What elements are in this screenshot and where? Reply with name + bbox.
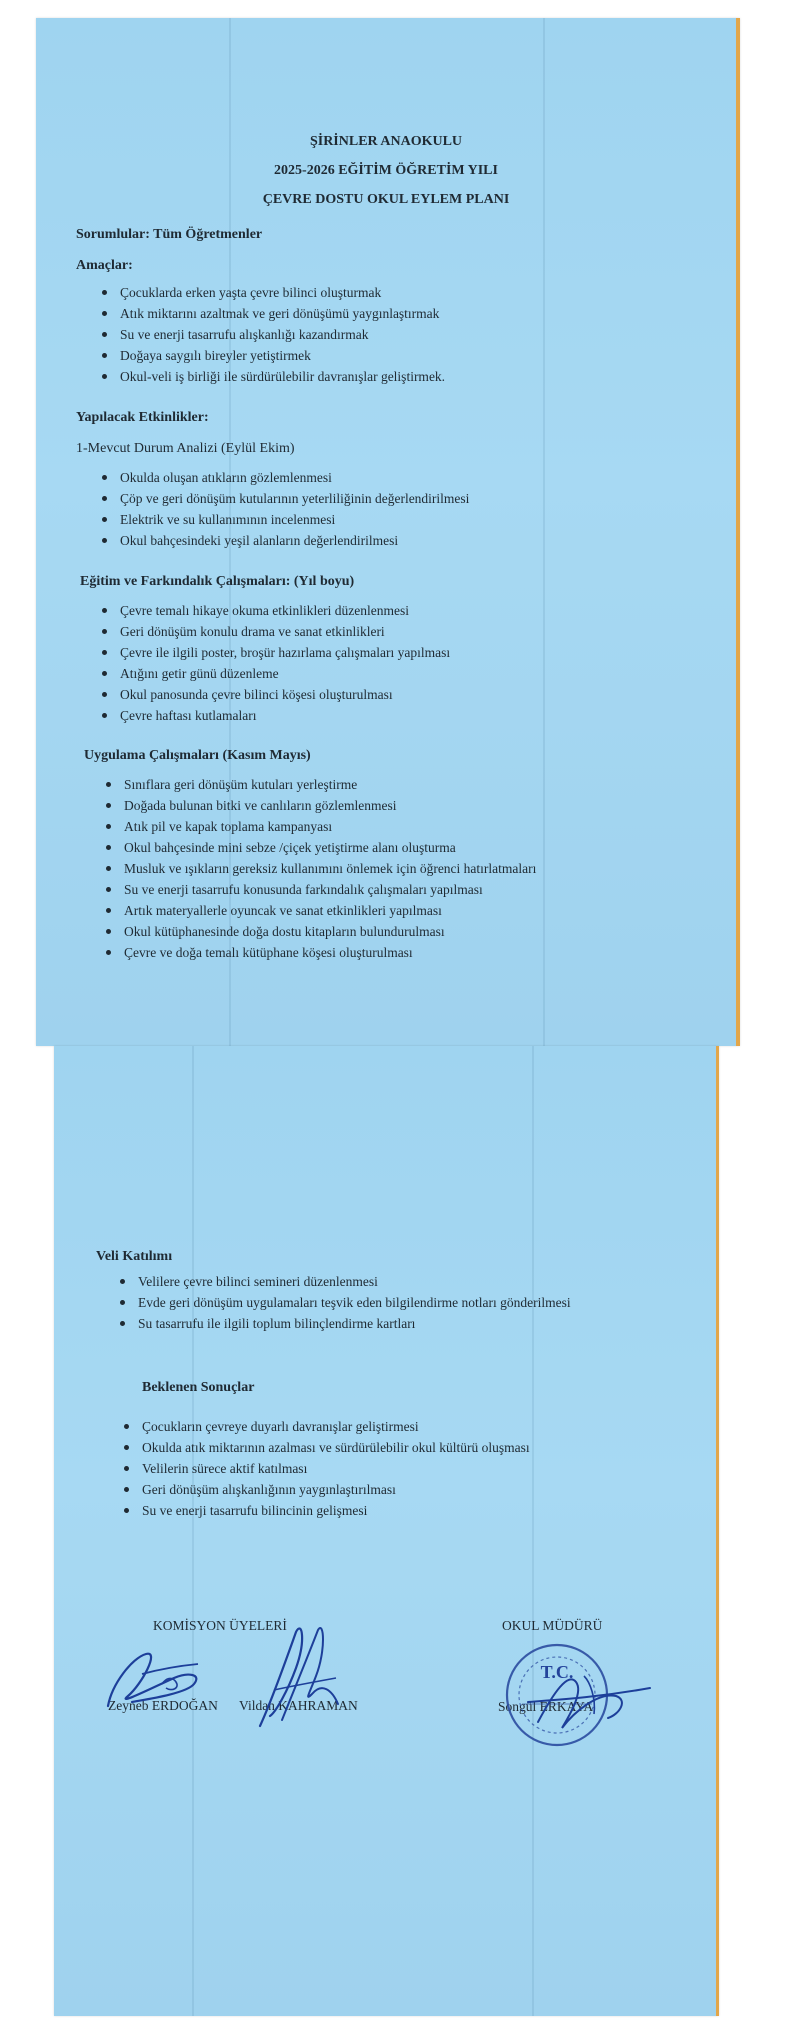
list-item: Çocukların çevreye duyarlı davranışlar geliştirmesi: [122, 1416, 530, 1437]
education-heading: Eğitim ve Farkındalık Çalışmaları: (Yıl boyu): [80, 574, 355, 589]
principal-name: Songül ERKAYA: [498, 1699, 594, 1714]
list-item: Çocuklarda erken yaşta çevre bilinci oluşturmak: [100, 282, 445, 303]
practice-heading: Uygulama Çalışmaları (Kasım Mayıs): [84, 748, 311, 763]
list-item: Musluk ve ışıkların gereksiz kullanımını önlemek için öğrenci hatırlatmaları: [104, 858, 536, 879]
list-item: Geri dönüşüm alışkanlığının yaygınlaştırılması: [122, 1479, 530, 1500]
list-item: Okul bahçesinde mini sebze /çiçek yetiştirme alanı oluşturma: [104, 837, 536, 858]
list-item: Sınıflara geri dönüşüm kutuları yerleştirme: [104, 774, 536, 795]
parents-heading: Veli Katılımı: [96, 1249, 173, 1264]
list-item: Okul panosunda çevre bilinci köşesi oluşturulması: [100, 684, 450, 705]
results-heading: Beklenen Sonuçlar: [142, 1380, 255, 1395]
practice-list: [104, 774, 536, 963]
signature-principal: [524, 1652, 654, 1742]
list-item: Çevre temalı hikaye okuma etkinlikleri düzenlenmesi: [100, 600, 450, 621]
responsible-line: Sorumlular: Tüm Öğretmenler: [76, 227, 263, 242]
list-item: Su ve enerji tasarrufu alışkanlığı kazandırmak: [100, 324, 445, 345]
education-list: [100, 600, 450, 726]
list-item: Okul-veli iş birliği ile sürdürülebilir davranışlar geliştirmek.: [100, 366, 445, 387]
list-item: Atık miktarını azaltmak ve geri dönüşümü yaygınlaştırmak: [100, 303, 445, 324]
member-name: Zeyneb ERDOĞAN: [108, 1698, 218, 1713]
list-item: Su ve enerji tasarrufu konusunda farkındalık çalışmaları yapılması: [104, 879, 536, 900]
results-list: [122, 1416, 530, 1521]
list-item: Okulda oluşan atıkların gözlemlenmesi: [100, 467, 469, 488]
scan-line: [192, 1046, 194, 2016]
signature-zeyneb: [102, 1644, 212, 1716]
list-item: Velilere çevre bilinci semineri düzenlenmesi: [118, 1271, 571, 1292]
aims-list: [100, 282, 445, 387]
list-item: Su tasarrufu ile ilgili toplum bilinçlendirme kartları: [118, 1313, 571, 1334]
list-item: Atık pil ve kapak toplama kampanyası: [104, 816, 536, 837]
document-page-1: [36, 18, 740, 1046]
academic-year: 2025-2026 EĞİTİM ÖĞRETİM YILI: [274, 163, 498, 178]
analysis-title: 1-Mevcut Durum Analizi (Eylül Ekim): [76, 441, 295, 456]
aims-heading: Amaçlar:: [76, 258, 133, 273]
list-item: Çevre ve doğa temalı kütüphane köşesi oluşturulması: [104, 942, 536, 963]
list-item: Doğada bulunan bitki ve canlıların gözlemlenmesi: [104, 795, 536, 816]
list-item: Çöp ve geri dönüşüm kutularının yeterliliğinin değerlendirilmesi: [100, 488, 469, 509]
list-item: Artık materyallerle oyuncak ve sanat etkinlikleri yapılması: [104, 900, 536, 921]
stamp-text: T.C.: [540, 1662, 574, 1682]
list-item: Okul bahçesindeki yeşil alanların değerlendirilmesi: [100, 530, 469, 551]
member-name: Vildan KAHRAMAN: [239, 1698, 358, 1713]
list-item: Su ve enerji tasarrufu bilincinin gelişmesi: [122, 1500, 530, 1521]
school-name: ŞİRİNLER ANAOKULU: [309, 134, 463, 149]
list-item: Doğaya saygılı bireyler yetiştirmek: [100, 345, 445, 366]
signature-vildan: [252, 1620, 342, 1730]
analysis-list: [100, 467, 469, 551]
list-item: Atığını getir günü düzenleme: [100, 663, 450, 684]
list-item: Velilerin sürece aktif katılması: [122, 1458, 530, 1479]
list-item: Elektrik ve su kullanımının incelenmesi: [100, 509, 469, 530]
list-item: Geri dönüşüm konulu drama ve sanat etkinlikleri: [100, 621, 450, 642]
scan-line: [532, 1046, 534, 2016]
parents-list: [118, 1271, 571, 1334]
list-item: Çevre ile ilgili poster, broşür hazırlama çalışmaları yapılması: [100, 642, 450, 663]
list-item: Okulda atık miktarının azalması ve sürdürülebilir okul kültürü oluşması: [122, 1437, 530, 1458]
document-page-2: [54, 1046, 719, 2016]
list-item: Çevre haftası kutlamaları: [100, 705, 450, 726]
plan-title: ÇEVRE DOSTU OKUL EYLEM PLANI: [262, 192, 510, 207]
list-item: Evde geri dönüşüm uygulamaları teşvik eden bilgilendirme notları gönderilmesi: [118, 1292, 571, 1313]
activities-heading: Yapılacak Etkinlikler:: [76, 410, 209, 425]
principal-label: OKUL MÜDÜRÜ: [502, 1618, 603, 1633]
list-item: Okul kütüphanesinde doğa dostu kitapların bulundurulması: [104, 921, 536, 942]
commission-label: KOMİSYON ÜYELERİ: [153, 1618, 287, 1633]
